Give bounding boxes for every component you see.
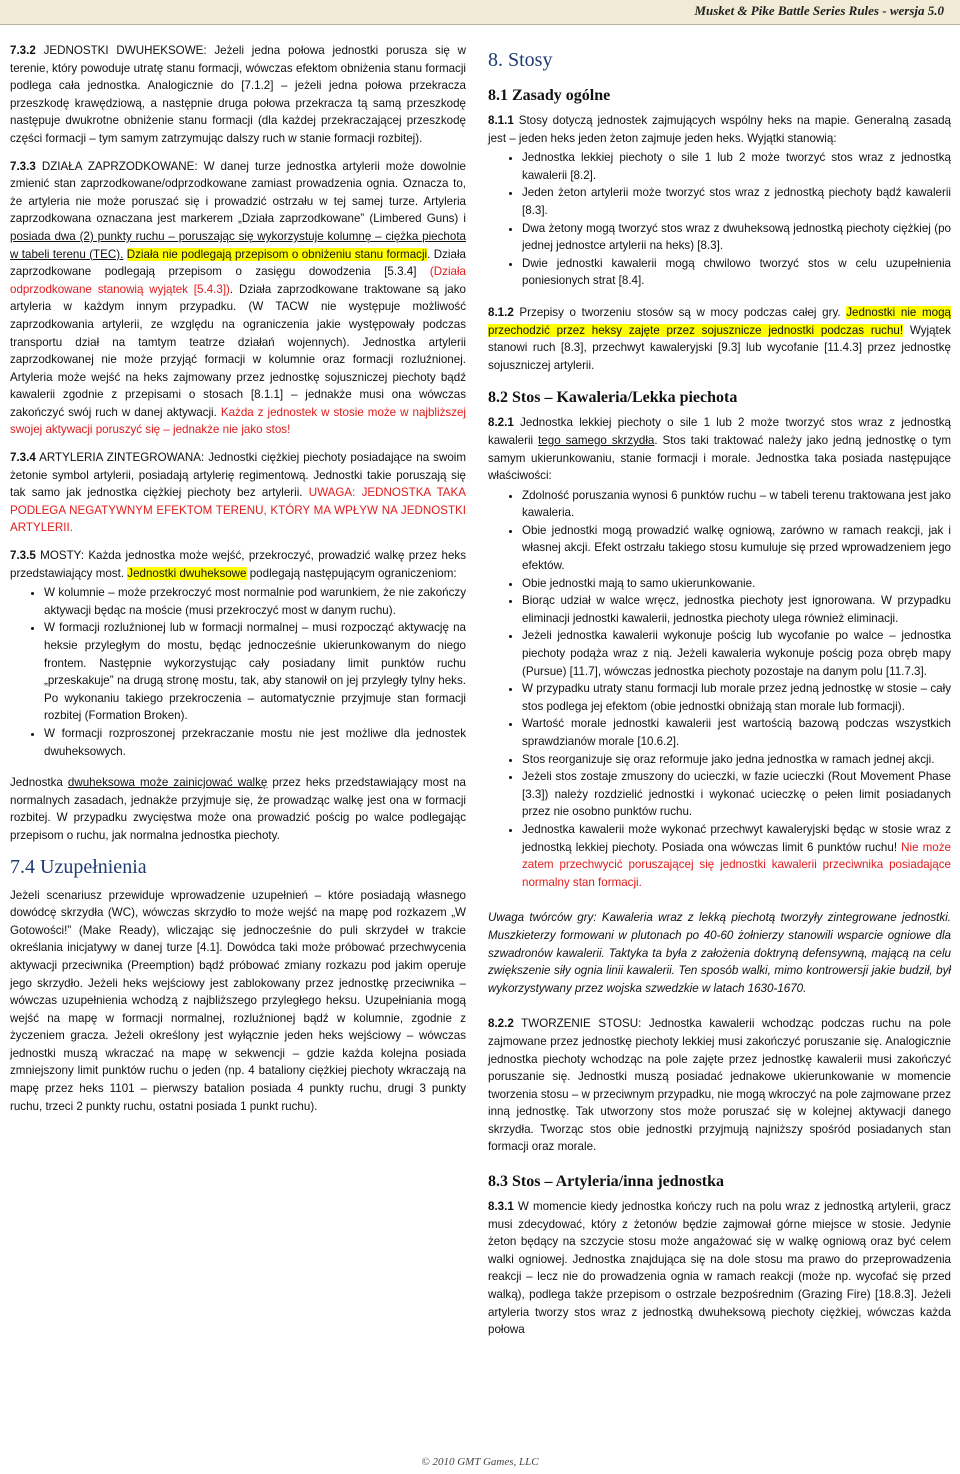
designer-note: Uwaga twórców gry: Kawaleria wraz z lekką piechotą tworzyły zintegrowane jednostki. Muszkieterzy formowani w plutonach po 40-60 żołnierzy stanowili wsparcie ogniowe dla szwadronów kawalerii. Taktyka ta była z założenia doktryną defensywną, mającą na celu zwiększenie siły ognia linii kawalerii. Ten sposób walki, mimo kontrowersji jakie budził, był wykorzystywany przez wojska szwedzkie w latach 1630-1670. [488, 911, 951, 995]
text-run: Jeżeli scenariusz przewiduje wprowadzenie uzupełnień – które posiadają własnego dowódcę skrzydła (WC), wówczas skrzydło to może wejść na mapę pod rozkazem „W Gotowości!” (Make Ready), wliczając się jednocześnie do puli skrzydeł w trakcie określania inicjatywy w danej turze [4.1]. Dowódca taki może próbować przechwycenia aktywacji przeciwnika (Preemption) bądź próbować zmiany rozkazu pod jakim operuje jego skrzydło. Jeżeli heks wejściowy jest zablokowany przez jednostkę przeciwnika – wówczas uzupełnienia wchodzą z najbliższego przyległego heksu. Uzupełniania mogą wejść na mapę w formacji normalnej, rozluźnionej bądź w kolumnie, zgodnie z życzeniem gracza. Jeżeli określony jest wyłącznie jeden heks wejściowy – wówczas jednostki muszą wkraczać na mapę w sekwencji – gdzie każda kolejna posiada zmniejszony limit punktów ruchu o jeden (np. 4 bataliony ciężkiej piechoty wkraczają na mapę przez heks 1101 – pierwszy batalion posiada 4 punkty ruchu, drugi 3 punkty ruchu, trzeci 2 punkty ruchu, ostatni posiada 1 punkt ruchu). [10, 888, 466, 1113]
rule-8-1-1 [488, 112, 951, 147]
rule-number: 8.1.2 [488, 305, 514, 319]
section-8-3-heading: 8.3 Stos – Artyleria/inna jednostka [488, 1173, 725, 1191]
cavalry-stack-properties-list [488, 487, 951, 892]
rule-number: 7.3.5 [10, 549, 36, 563]
rule-number: 7.3.3 [10, 159, 36, 173]
text-run: Wyjątek stanowi ruch [8.3], przechwyt kawaleryjski [9.3] lub wycofanie [11.4.3] przez jednostkę sojuszniczej artylerii. [488, 323, 951, 372]
list-item: • Obie jednostki mają to samo ukierunkowanie. [522, 575, 951, 593]
text-run: Jednostki dwuheksowe [127, 566, 247, 580]
document-title: Musket & Pike Battle Series Rules - wersja 5.0 [694, 3, 944, 18]
text-run: W momencie kiedy jednostka kończy ruch na polu wraz z jednostką artylerii, gracz musi zdecydować, który z żetonów będzie zajmował górne miejsce w stosie. Jedynie żeton będący na szczycie stosu może angażować się w walkę ogniową oraz być celem walki ogniowej. Jednostka znajdująca się na dole stosu ma prawo do przeprowadzenia reakcji – lecz nie do prowadzenia ognia w ramach reakcji (może np. wycofać się przed walką), podlega także przepisom o ostrzale bezpośrednim (Grazing Fire) [18.8.3]. Jeżeli artyleria tworzy stos wraz z jednostką dwuheksową piechoty ciężkiej, wówczas każda połowa [488, 1200, 951, 1337]
text-run: DZIAŁA ZAPRZODKOWANE: W danej turze jednostka artylerii może dowolnie zmienić stan zaprzodkowane/odprzodkowane zamiast prowadzenia ognia. Oznacza to, że artyleria nie może poruszać się i prowadzić ostrzału w tej samej turze. Artyleria zaprzodkowana oznaczana jest markerem „Działa zaprzodkowane” (Limbered Guns) i [10, 159, 466, 226]
text-run: Przepisy o tworzeniu stosów są w mocy podczas całej gry. [513, 305, 847, 319]
rule-7-3-2 [10, 42, 466, 148]
list-item: • Jednostka lekkiej piechoty o sile 1 lub 2 może tworzyć stos wraz z jednostką kawalerii [8.2]. [522, 149, 951, 184]
rule-8-3-1 [488, 1198, 951, 1339]
list-item: • Jeżeli stos zostaje zmuszony do ucieczki, w fazie ucieczki (Rout Movement Phase [3.3]) należy rozdzielić jednostki i wykonać ucieczkę o pełen limit posiadanych przez nie osobno punktów ruchu. [522, 768, 951, 821]
rule-8-2-2 [488, 1015, 951, 1156]
list-item: • Zdolność poruszania wynosi 6 punktów ruchu – w tabeli terenu traktowana jest jako kawaleria. [522, 487, 951, 522]
list-item: • Dwie jednostki kawalerii mogą chwilowo tworzyć stos w celu uzupełnienia poniesionych strat [8.4]. [522, 255, 951, 290]
list-item: • W kolumnie – może przekroczyć most normalnie pod warunkiem, że nie zakończy aktywacji będąc na moście (musi przekroczyć most w danym ruchu). [44, 584, 466, 619]
text-run: dwuheksowa może zainicjować walkę [67, 776, 268, 790]
text-run: Każda z jednostek w stosie może w najbliższej swojej aktywacji poruszyć się – jednakże nie jako stos! [10, 405, 466, 437]
rule-number: 8.3.1 [488, 1200, 514, 1214]
reinforcements-paragraph [10, 887, 466, 1116]
bridge-combat-paragraph [10, 774, 466, 844]
list-item: • Obie jednostki mogą prowadzić walkę ogniową, zarówno w ramach reakcji, jak i własnej akcji. Efekt ostrzału takiego stosu kumuluje się przed wprowadzeniem jego efektów. [522, 522, 951, 575]
text-run: Działa nie podlegają przepisom o obniżeniu stanu formacji [126, 247, 428, 261]
page-header-band [0, 0, 960, 25]
list-item: • W przypadku utraty stanu formacji lub morale przez jedną jednostkę w stosie – cały stos podlega jej efektom (obie jednostki obniżają stan morale lub formacji). [522, 680, 951, 715]
text-run: TWORZENIE STOSU: Jednostka kawalerii wchodząc podczas ruchu na pole zajmowane przez jednostkę piechoty lekkiej musi zakończyć poruszanie się. Analogicznie jednostka piechoty wchodząc na pole zajęte przez jednostkę kawalerii musi zakończyć poruszanie się. Jednostki muszą posiadać jednakowe ukierunkowanie w momencie tworzenia stosu – w przeciwnym przypadku, nie mogą wkroczyć na pole zajmowane przez inną jednostkę. Tak utworzony stos może poruszać się w kolejnej aktywacji danego skrzydła. Tworząc stos obie jednostki przyjmują najniższy spośród posiadanych stan formacji oraz morale. [488, 1017, 951, 1154]
text-run: . Działa zaprzodkowane traktowane są jako artyleria w każdym innym przypadku. (W TACW nie występuje możliwość zaprzodkowania artylerii, ze względu na ograniczenia jakie występowały podczas transportu dział na tamtym teatrze działań wojennych). Jednostka artylerii zaprzodkowanej nie może przyjąć formacji w kolumnie oraz formacji rozluźnionej. Artyleria może wejść na heks zajmowany przez jednostkę sojuszniczej piechoty bądź kawalerii zgodnie z przepisami o stosach [8.1.1] – jednakże musi ona wówczas zakończyć swój ruch w danej aktywacji. [10, 282, 466, 419]
list-item: • W formacji rozproszonej przekraczanie mostu nie jest możliwe dla jednostek dwuheksowych. [44, 725, 466, 760]
rule-7-3-3 [10, 158, 466, 440]
text-run: Jednostka kawalerii może wykonać przechwyt kawaleryjski będąc w stosie wraz z jednostką lekkiej piechoty. Posiada ona wówczas limit 6 punktów ruchu! [522, 822, 951, 854]
list-item: • Stos reorganizuje się oraz reformuje jako jedna jednostka w ramach jednej akcji. [522, 751, 951, 769]
text-run: podlegają następującym ograniczeniom: [246, 566, 457, 580]
list-item [522, 821, 951, 891]
text-run: MOSTY: Każda jednostka może wejść, przekroczyć, prowadzić walkę przez heks przedstawiający most. [10, 549, 466, 580]
section-8-heading: 8. Stosy [488, 49, 553, 71]
text-run: tego samego skrzydła [538, 433, 655, 447]
list-item: • Jeżeli jednostka kawalerii wykonuje pościg lub wycofanie po walce – jednostka piechoty podąża wraz z nią. Jeżeli kawaleria wykonuje pościg poza obręb mapy (Pursue) [11.7], wówczas jednostka piechoty pozostaje na danym polu [11.7.3]. [522, 627, 951, 680]
text-run: Jednostka lekkiej piechoty o sile 1 lub 2 może tworzyć stos wraz z jednostką kawalerii [488, 416, 951, 447]
text-run: UWAGA: JEDNOSTKA TAKA PODLEGA NEGATYWNYM EFEKTOM TERENU, KTÓRY MA WPŁYW NA JEDNOSTKI ARTYLERII. [10, 486, 466, 535]
right-column [488, 42, 951, 1349]
text-run: przez heks przedstawiający most na normalnych zasadach, jednakże przyjmuje się, że prowadząc walkę jest ona w formacji rozbitej. W przypadku zwycięstwa może ona prowadzić pościg po walce podlegając przepisom o ruchu, jak normalna jednostka piechoty. [10, 776, 466, 842]
rule-8-1-2 [488, 304, 951, 374]
rule-7-3-5 [10, 547, 466, 582]
rule-8-2-1 [488, 414, 951, 484]
text-run: Stosy dotyczą jednostek zajmujących wspólny heks na mapie. Generalną zasadą jest – jeden heks jeden żeton zajmuje jeden heks. Wyjątki stanowią: [488, 114, 951, 145]
rule-number: 7.3.4 [10, 451, 36, 465]
text-run: . Stos taki traktować należy jako jedną jednostkę o tym samym ukierunkowaniu, stanie formacji i morale. Jednostka taka posiada następujące właściwości: [488, 433, 952, 483]
text-run: Jednostka [10, 776, 68, 790]
text-run: Jednostki nie mogą przechodzić przez heksy zajęte przez sojusznicze jednostki podczas ruchu! [488, 305, 951, 337]
section-7-4-heading: 7.4 Uzupełnienia [10, 855, 147, 878]
text-run: posiada dwa (2) punkty ruchu – poruszając się wykorzystuje kolumnę – ciężka piechota w tabeli terenu (TEC). [10, 229, 466, 261]
text-run: (Działa odprzodkowane stanowią wyjątek [5.4.3]) [10, 265, 466, 296]
rule-number: 8.1.1 [488, 114, 514, 127]
rule-7-3-4 [10, 449, 466, 537]
stacking-exceptions-list [488, 149, 951, 290]
section-8-2-heading: 8.2 Stos – Kawaleria/Lekka piechota [488, 389, 738, 407]
section-8-1-heading: 8.1 Zasady ogólne [488, 87, 611, 104]
text-run: . Działa zaprzodkowane podlegają przepisom o zasięgu dowodzenia [5.3.4] [10, 247, 466, 279]
list-item: • W formacji rozluźnionej lub w formacji normalnej – musi rozpocząć aktywację na heksie przyległym do mostu, będąc jednocześnie ukierunkowanym do niego frontem. Następnie wykorzystując cały posiadany limit punktów ruchu „przeskakuje” na drugą stronę mostu, tak, aby stanowił on jej przyległy tylny heks. Po wykonaniu takiego przekroczenia – automatycznie przyjmuje stan formacji rozbitej (Formation Broken). [44, 619, 466, 725]
text-run: JEDNOSTKI DWUHEKSOWE: Jeżeli jedna połowa jednostki porusza się w terenie, który powoduje utratę stanu formacji, wówczas efektom obniżenia stanu formacji podlega cała jednostka. Analogicznie do [7.1.2] – jeżeli jedna połowa przekracza przeszkodę krawędziową, a następnie druga połowa przekracza tą samą przeszkodę następuje dwukrotne obniżenie stanu formacji (dla każdej przekraczającej przeszkodę części formacji – tym samym zatrzymując dalszy ruch w stanie formacji rozbitej). [10, 44, 466, 145]
list-item: • Biorąc udział w walce wręcz, jednostka piechoty jest ignorowana. W przypadku eliminacji jednostki kawalerii, jednostka piechoty ulega również eliminacji. [522, 592, 951, 627]
left-column [10, 42, 466, 1125]
list-item: • Jeden żeton artylerii może tworzyć stos wraz z jednostką piechoty bądź kawalerii [8.3]. [522, 184, 951, 219]
text-run: Nie może zatem przechwycić poruszającej się jednostki kawalerii przeciwnika posiadające normalny stan formacji. [522, 840, 951, 889]
bridge-restrictions-list [10, 584, 466, 760]
rule-number: 8.2.2 [488, 1017, 514, 1031]
list-item: • Dwa żetony mogą tworzyć stos wraz z dwuheksową jednostką piechoty ciężkiej (po jednej jednostce artylerii na heks) [8.3]. [522, 220, 951, 255]
text-run: ARTYLERIA ZINTEGROWANA: Jednostki ciężkiej piechoty posiadające na swoim żetonie symbol artylerii, posiadają artylerię regimentową. Jednostki takie poruszają się tak samo jak jednostka ciężkiej piechoty bez artylerii. [10, 451, 466, 500]
rule-number: 8.2.1 [488, 416, 514, 430]
copyright-footer: © 2010 GMT Games, LLC [421, 1456, 539, 1468]
rule-number: 7.3.2 [10, 44, 36, 57]
list-item: • Wartość morale jednostki kawalerii jest wartością bazową podczas wszystkich sprawdzianów morale [10.6.2]. [522, 715, 951, 750]
